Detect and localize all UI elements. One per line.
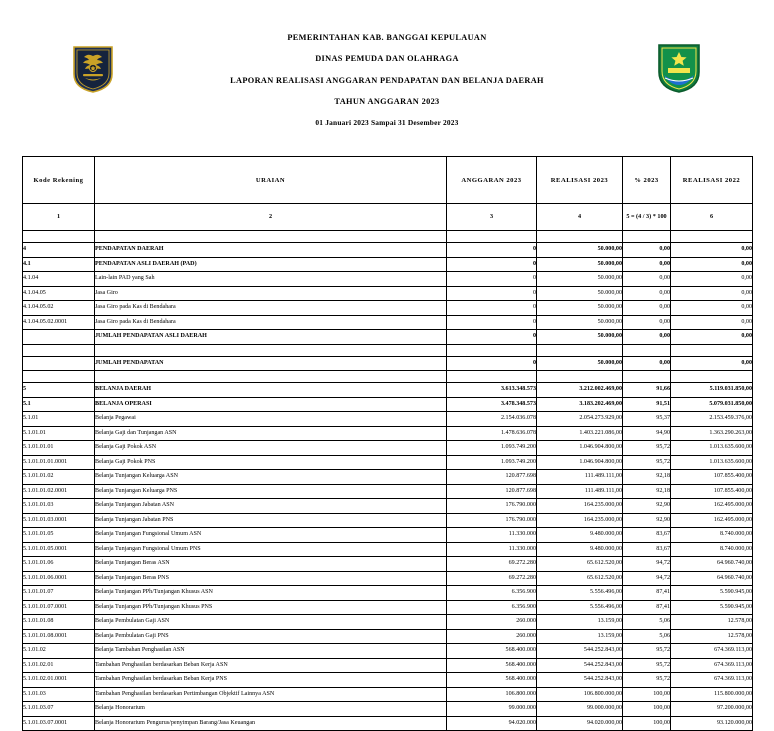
cell-realisasi-2022: 5.079.031.850,00 [671,397,753,412]
cell-realisasi-2023: 5.556.496,00 [537,600,623,615]
table-spacer-row [23,371,753,383]
cell-realisasi-2022: 115.800.000,00 [671,687,753,702]
banggai-kepulauan-emblem-icon [655,42,703,94]
cell-realisasi-2023: 99.000.000,00 [537,702,623,717]
cell-realisasi-2023: 106.800.000,00 [537,687,623,702]
cell-uraian: Belanja Pembulatan Gaji PNS [95,629,447,644]
cell-kode-rekening: 4.1.04.05 [23,286,95,301]
table-row [23,687,753,702]
realization-report-table [22,156,753,731]
cell-realisasi-2022: 162.495.000,00 [671,499,753,514]
cell-persen-2023 [623,371,671,383]
column-header-uraian: URAIAN [95,157,447,204]
table-row [23,243,753,258]
cell-realisasi-2022: 0,00 [671,301,753,316]
cell-anggaran-2023: 0 [447,286,537,301]
table-row [23,499,753,514]
cell-realisasi-2023: 111.489.111,00 [537,470,623,485]
table-row [23,383,753,398]
cell-anggaran-2023: 120.877.698 [447,470,537,485]
cell-persen-2023: 92,90 [623,513,671,528]
cell-kode-rekening: 4.1 [23,257,95,272]
cell-kode-rekening: 4.1.04 [23,272,95,287]
cell-uraian: Belanja Pegawai [95,412,447,427]
cell-kode-rekening: 5.1.01.01.05 [23,528,95,543]
cell-realisasi-2023: 544.252.843,00 [537,658,623,673]
cell-uraian: PENDAPATAN DAERAH [95,243,447,258]
cell-realisasi-2023: 544.252.843,00 [537,673,623,688]
cell-persen-2023: 100,00 [623,687,671,702]
cell-realisasi-2022: 5.590.945,00 [671,586,753,601]
cell-uraian: Belanja Tunjangan Jabatan ASN [95,499,447,514]
cell-kode-rekening: 5.1.01.01.02 [23,470,95,485]
cell-uraian: Belanja Tunjangan PPh/Tunjangan Khusus PNS [95,600,447,615]
cell-realisasi-2023: 50.000,00 [537,243,623,258]
cell-kode-rekening: 5.1.01.01.07.0001 [23,600,95,615]
cell-uraian: Belanja Tunjangan Fungsional Umum PNS [95,542,447,557]
cell-realisasi-2023: 111.489.111,00 [537,484,623,499]
cell-persen-2023: 0,00 [623,286,671,301]
cell-kode-rekening [23,231,95,243]
cell-persen-2023: 95,72 [623,658,671,673]
cell-kode-rekening: 5 [23,383,95,398]
cell-anggaran-2023: 0 [447,257,537,272]
cell-anggaran-2023: 0 [447,356,537,371]
cell-realisasi-2022: 0,00 [671,257,753,272]
cell-uraian: Belanja Gaji Pokok PNS [95,455,447,470]
cell-uraian: JUMLAH PENDAPATAN [95,356,447,371]
cell-persen-2023: 0,00 [623,243,671,258]
cell-anggaran-2023: 6.356.900 [447,600,537,615]
cell-anggaran-2023: 0 [447,330,537,345]
table-row [23,455,753,470]
cell-kode-rekening: 5.1.01.01.05.0001 [23,542,95,557]
cell-kode-rekening: 5.1.01.03.07 [23,702,95,717]
column-header-realisasi-2022: REALISASI 2022 [671,157,753,204]
table-row [23,644,753,659]
table-row [23,315,753,330]
cell-anggaran-2023: 1.093.749.200 [447,441,537,456]
cell-persen-2023: 92,18 [623,484,671,499]
table-row [23,272,753,287]
table-spacer-row [23,231,753,243]
cell-anggaran-2023: 6.356.900 [447,586,537,601]
cell-realisasi-2023: 2.054.273.929,00 [537,412,623,427]
cell-realisasi-2022: 0,00 [671,356,753,371]
cell-anggaran-2023: 0 [447,315,537,330]
cell-uraian: Tambahan Penghasilan berdasarkan Beban Kerja PNS [95,673,447,688]
cell-realisasi-2022: 8.740.000,00 [671,542,753,557]
cell-realisasi-2022: 0,00 [671,286,753,301]
cell-persen-2023: 87,41 [623,586,671,601]
cell-persen-2023: 0,00 [623,301,671,316]
cell-persen-2023: 95,72 [623,673,671,688]
table-row [23,615,753,630]
cell-kode-rekening [23,371,95,383]
cell-realisasi-2022: 5.119.031.850,00 [671,383,753,398]
cell-anggaran-2023: 568.400.000 [447,658,537,673]
cell-persen-2023: 5,06 [623,615,671,630]
cell-anggaran-2023: 99.000.000 [447,702,537,717]
cell-realisasi-2022: 107.855.400,00 [671,470,753,485]
cell-kode-rekening: 5.1.01.01 [23,426,95,441]
cell-realisasi-2022: 8.740.000,00 [671,528,753,543]
cell-realisasi-2022: 0,00 [671,315,753,330]
report-table-wrapper [22,156,752,731]
column-number-3: 3 [447,204,537,231]
column-header-kode-rekening: Kode Rekening [23,157,95,204]
cell-anggaran-2023: 120.877.698 [447,484,537,499]
cell-uraian [95,344,447,356]
cell-persen-2023: 83,67 [623,542,671,557]
cell-anggaran-2023: 1.478.636.078 [447,426,537,441]
cell-uraian: BELANJA DAERAH [95,383,447,398]
cell-realisasi-2022 [671,344,753,356]
garuda-pancasila-emblem-icon [71,44,115,94]
cell-uraian: Jasa Giro pada Kas di Bendahara [95,315,447,330]
cell-kode-rekening [23,344,95,356]
cell-persen-2023: 95,72 [623,441,671,456]
cell-uraian: Lain-lain PAD yang Sah [95,272,447,287]
cell-realisasi-2022: 674.369.113,00 [671,673,753,688]
cell-realisasi-2023: 13.159,00 [537,629,623,644]
column-number-2: 2 [95,204,447,231]
cell-uraian: Belanja Honorarium Pengurus/penyimpan Barang/Jasa Keuangan [95,716,447,731]
cell-kode-rekening [23,330,95,345]
cell-realisasi-2023: 164.235.000,00 [537,499,623,514]
report-header [0,0,774,128]
cell-anggaran-2023: 0 [447,243,537,258]
cell-kode-rekening: 5.1.01.01.06.0001 [23,571,95,586]
table-row [23,629,753,644]
cell-kode-rekening [23,356,95,371]
table-spacer-row [23,344,753,356]
table-row [23,528,753,543]
cell-persen-2023: 91,51 [623,397,671,412]
column-number-5: 5 = (4 / 3) * 100 [623,204,671,231]
table-row [23,330,753,345]
cell-realisasi-2023: 1.403.221.086,00 [537,426,623,441]
cell-kode-rekening: 5.1.01.03.07.0001 [23,716,95,731]
cell-realisasi-2023: 94.020.000,00 [537,716,623,731]
table-row [23,586,753,601]
cell-persen-2023: 0,00 [623,356,671,371]
cell-anggaran-2023: 0 [447,301,537,316]
cell-kode-rekening: 5.1.01.01.07 [23,586,95,601]
cell-realisasi-2023 [537,231,623,243]
table-row [23,716,753,731]
cell-anggaran-2023 [447,231,537,243]
cell-uraian: Belanja Tunjangan Jabatan PNS [95,513,447,528]
cell-realisasi-2022: 12.578,00 [671,629,753,644]
cell-realisasi-2023: 50.000,00 [537,257,623,272]
table-row [23,286,753,301]
cell-anggaran-2023: 260.000 [447,629,537,644]
cell-kode-rekening: 5.1.01.01.02.0001 [23,484,95,499]
cell-persen-2023: 0,00 [623,330,671,345]
cell-kode-rekening: 4.1.04.05.02 [23,301,95,316]
cell-persen-2023: 92,18 [623,470,671,485]
table-body [23,231,753,731]
cell-kode-rekening: 5.1.01.03 [23,687,95,702]
cell-persen-2023: 95,37 [623,412,671,427]
cell-kode-rekening: 5.1 [23,397,95,412]
cell-realisasi-2023: 50.000,00 [537,356,623,371]
cell-uraian: Belanja Tunjangan Keluarga PNS [95,484,447,499]
cell-persen-2023 [623,231,671,243]
cell-realisasi-2022: 64.960.740,00 [671,571,753,586]
cell-anggaran-2023: 0 [447,272,537,287]
cell-kode-rekening: 4.1.04.05.02.0001 [23,315,95,330]
table-row [23,513,753,528]
cell-realisasi-2022: 674.369.113,00 [671,644,753,659]
cell-uraian: Tambahan Penghasilan berdasarkan Beban Kerja ASN [95,658,447,673]
cell-anggaran-2023: 2.154.036.078 [447,412,537,427]
cell-realisasi-2022: 1.013.635.600,00 [671,455,753,470]
cell-realisasi-2022: 97.200.000,00 [671,702,753,717]
table-row [23,600,753,615]
table-row [23,702,753,717]
cell-realisasi-2022: 674.369.113,00 [671,658,753,673]
cell-anggaran-2023: 11.330.000 [447,542,537,557]
cell-anggaran-2023: 176.790.000 [447,513,537,528]
cell-anggaran-2023: 69.272.280 [447,557,537,572]
table-row [23,426,753,441]
cell-anggaran-2023: 106.800.000 [447,687,537,702]
cell-realisasi-2022: 2.153.459.376,00 [671,412,753,427]
cell-anggaran-2023: 94.020.000 [447,716,537,731]
cell-anggaran-2023: 1.093.749.200 [447,455,537,470]
header-line-2: DINAS PEMUDA DAN OLAHRAGA [315,54,459,64]
cell-realisasi-2023 [537,344,623,356]
header-line-4: TAHUN ANGGARAN 2023 [334,96,440,106]
cell-realisasi-2022: 12.578,00 [671,615,753,630]
cell-realisasi-2022: 0,00 [671,330,753,345]
cell-anggaran-2023: 11.330.000 [447,528,537,543]
cell-persen-2023: 0,00 [623,272,671,287]
cell-kode-rekening: 5.1.01.01.03 [23,499,95,514]
header-line-1: PEMERINTAHAN KAB. BANGGAI KEPULAUAN [287,33,487,42]
cell-kode-rekening: 5.1.01.02.01.0001 [23,673,95,688]
column-header-anggaran-2023: ANGGARAN 2023 [447,157,537,204]
cell-anggaran-2023 [447,371,537,383]
cell-kode-rekening: 5.1.01 [23,412,95,427]
table-header-row [23,157,753,204]
cell-kode-rekening: 5.1.01.01.08.0001 [23,629,95,644]
cell-realisasi-2023: 1.046.904.800,00 [537,441,623,456]
cell-uraian: Belanja Pembulatan Gaji ASN [95,615,447,630]
cell-uraian: Belanja Gaji dan Tunjangan ASN [95,426,447,441]
cell-persen-2023: 94,72 [623,571,671,586]
cell-realisasi-2023: 544.252.843,00 [537,644,623,659]
cell-realisasi-2022: 0,00 [671,243,753,258]
cell-anggaran-2023: 69.272.280 [447,571,537,586]
cell-realisasi-2022: 0,00 [671,272,753,287]
header-line-3: LAPORAN REALISASI ANGGARAN PENDAPATAN DAN BELANJA DAERAH [230,75,544,85]
cell-persen-2023: 87,41 [623,600,671,615]
cell-realisasi-2022 [671,371,753,383]
cell-kode-rekening: 5.1.01.02 [23,644,95,659]
cell-anggaran-2023: 3.613.348.573 [447,383,537,398]
cell-persen-2023: 0,00 [623,257,671,272]
cell-persen-2023: 100,00 [623,702,671,717]
table-row [23,571,753,586]
cell-persen-2023: 94,72 [623,557,671,572]
cell-anggaran-2023: 176.790.000 [447,499,537,514]
cell-persen-2023: 83,67 [623,528,671,543]
cell-realisasi-2023: 50.000,00 [537,301,623,316]
cell-realisasi-2023: 65.612.520,00 [537,571,623,586]
header-period: 01 Januari 2023 Sampai 31 Desember 2023 [315,118,459,128]
table-row [23,301,753,316]
cell-kode-rekening: 5.1.01.01.01 [23,441,95,456]
cell-kode-rekening: 5.1.01.02.01 [23,658,95,673]
cell-anggaran-2023: 568.400.000 [447,673,537,688]
cell-realisasi-2022: 162.495.000,00 [671,513,753,528]
cell-anggaran-2023 [447,344,537,356]
cell-realisasi-2022: 93.120.000,00 [671,716,753,731]
cell-anggaran-2023: 260.000 [447,615,537,630]
cell-uraian: BELANJA OPERASI [95,397,447,412]
cell-realisasi-2023: 164.235.000,00 [537,513,623,528]
column-number-6: 6 [671,204,753,231]
table-row [23,557,753,572]
cell-realisasi-2023: 13.159,00 [537,615,623,630]
cell-realisasi-2023: 50.000,00 [537,315,623,330]
table-row [23,257,753,272]
cell-uraian: Belanja Tunjangan Fungsional Umum ASN [95,528,447,543]
cell-uraian: JUMLAH PENDAPATAN ASLI DAERAH [95,330,447,345]
cell-realisasi-2022: 107.855.400,00 [671,484,753,499]
cell-realisasi-2023: 50.000,00 [537,272,623,287]
table-row [23,356,753,371]
table-row [23,470,753,485]
column-number-4: 4 [537,204,623,231]
column-number-1: 1 [23,204,95,231]
cell-uraian: Belanja Tambahan Penghasilan ASN [95,644,447,659]
cell-persen-2023: 5,06 [623,629,671,644]
table-row [23,542,753,557]
cell-uraian: Belanja Tunjangan PPh/Tunjangan Khusus ASN [95,586,447,601]
cell-uraian [95,231,447,243]
cell-persen-2023: 95,72 [623,644,671,659]
table-row [23,412,753,427]
cell-realisasi-2022: 64.960.740,00 [671,557,753,572]
cell-realisasi-2023: 9.480.000,00 [537,542,623,557]
cell-uraian: Tambahan Penghasilan berdasarkan Pertimbangan Objektif Lainnya ASN [95,687,447,702]
table-row [23,441,753,456]
cell-realisasi-2023: 1.046.904.800,00 [537,455,623,470]
column-header-realisasi-2023: REALISASI 2023 [537,157,623,204]
cell-realisasi-2023: 50.000,00 [537,330,623,345]
cell-persen-2023: 95,72 [623,455,671,470]
cell-uraian: Belanja Tunjangan Beras ASN [95,557,447,572]
table-row [23,673,753,688]
cell-persen-2023: 100,00 [623,716,671,731]
cell-persen-2023: 94,90 [623,426,671,441]
cell-persen-2023: 91,66 [623,383,671,398]
cell-realisasi-2022: 1.363.290.263,00 [671,426,753,441]
cell-realisasi-2022: 5.590.945,00 [671,600,753,615]
table-row [23,397,753,412]
table-row [23,658,753,673]
cell-uraian: Belanja Gaji Pokok ASN [95,441,447,456]
column-header-persen-2023: % 2023 [623,157,671,204]
cell-anggaran-2023: 3.478.348.573 [447,397,537,412]
cell-realisasi-2023: 9.480.000,00 [537,528,623,543]
cell-anggaran-2023: 568.400.000 [447,644,537,659]
cell-uraian: Belanja Honorarium [95,702,447,717]
cell-realisasi-2023: 3.183.202.469,00 [537,397,623,412]
cell-realisasi-2022: 1.013.635.600,00 [671,441,753,456]
cell-uraian: Belanja Tunjangan Beras PNS [95,571,447,586]
cell-realisasi-2022 [671,231,753,243]
cell-realisasi-2023 [537,371,623,383]
cell-persen-2023: 0,00 [623,315,671,330]
cell-kode-rekening: 5.1.01.01.06 [23,557,95,572]
cell-realisasi-2023: 50.000,00 [537,286,623,301]
cell-kode-rekening: 5.1.01.01.01.0001 [23,455,95,470]
cell-realisasi-2023: 65.612.520,00 [537,557,623,572]
cell-persen-2023: 92,90 [623,499,671,514]
table-column-number-row [23,204,753,231]
cell-uraian: Jasa Giro [95,286,447,301]
cell-kode-rekening: 5.1.01.01.03.0001 [23,513,95,528]
cell-realisasi-2023: 5.556.496,00 [537,586,623,601]
cell-uraian [95,371,447,383]
cell-persen-2023 [623,344,671,356]
cell-kode-rekening: 5.1.01.01.08 [23,615,95,630]
cell-uraian: PENDAPATAN ASLI DAERAH (PAD) [95,257,447,272]
cell-uraian: Belanja Tunjangan Keluarga ASN [95,470,447,485]
cell-realisasi-2023: 3.212.002.469,00 [537,383,623,398]
cell-kode-rekening: 4 [23,243,95,258]
cell-uraian: Jasa Giro pada Kas di Bendahara [95,301,447,316]
table-row [23,484,753,499]
